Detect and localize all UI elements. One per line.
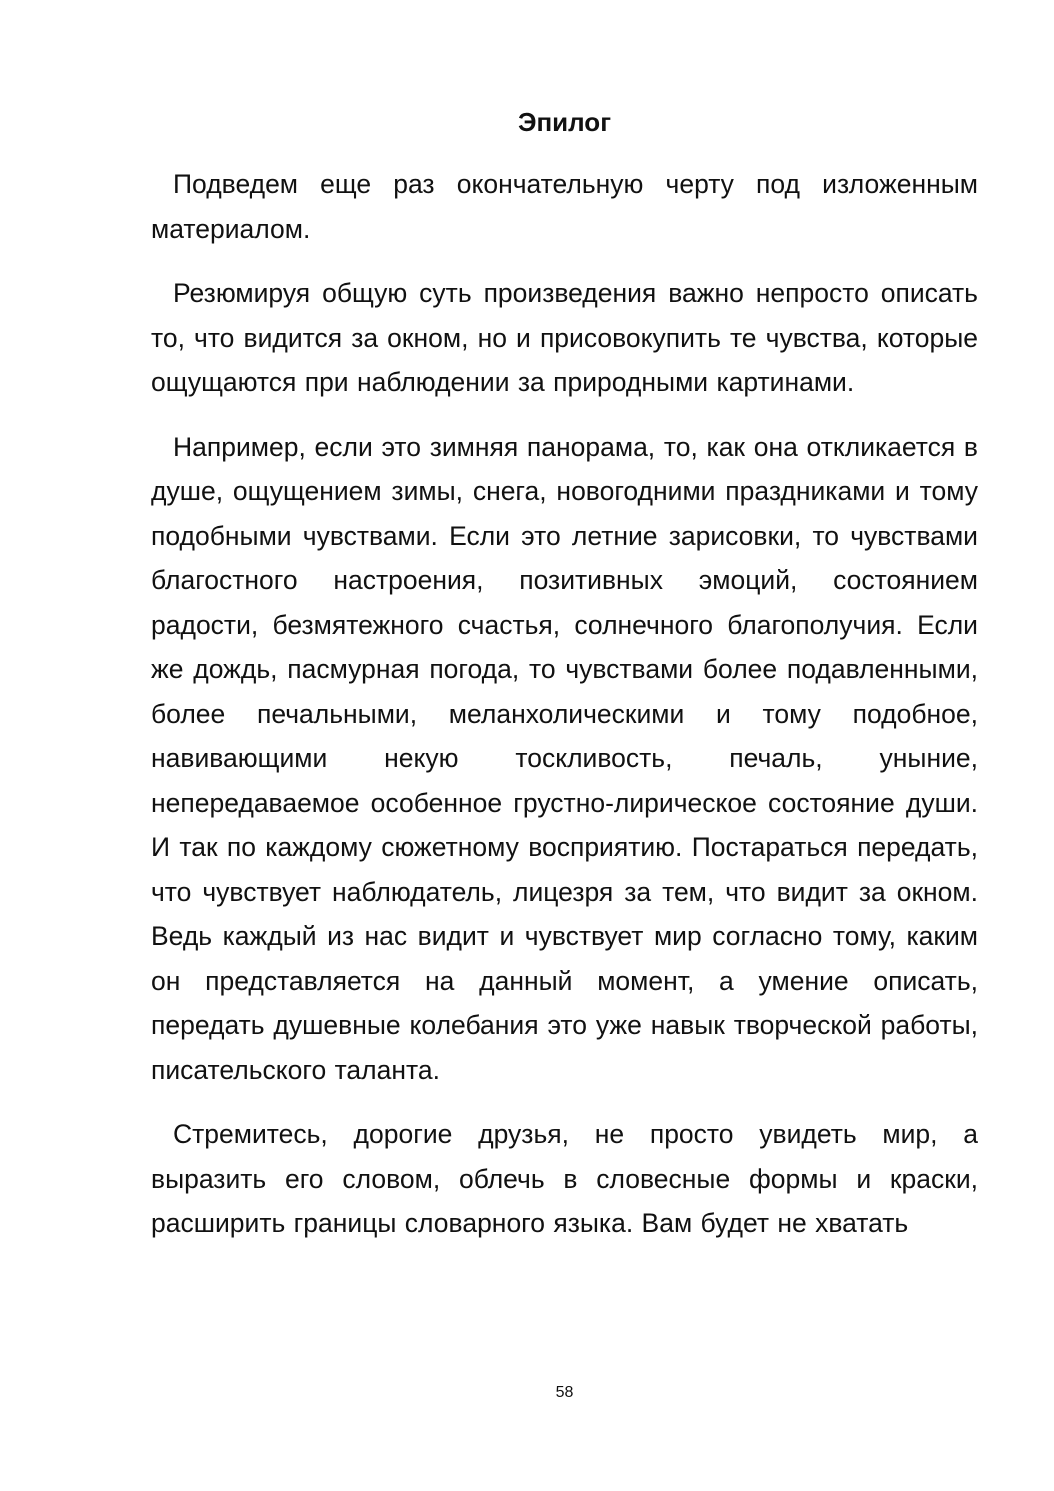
paragraph: Резюмируя общую суть произведения важно непросто описать то, что видится за окном, но и присовокупить те чувства, которые ощущаются при наблюдении за природными картинами. (151, 278, 978, 397)
document-page (151, 0, 978, 1491)
paragraph: Подведем еще раз окончательную черту под изложенным материалом. (151, 169, 978, 244)
page-number: 58 (555, 1384, 574, 1401)
body-text (151, 162, 978, 1266)
paragraph: Стремитесь, дорогие друзья, не просто увидеть мир, а выразить его словом, облечь в словесные формы и краски, расширить границы словарного языка. Вам будет не хватать (151, 1119, 978, 1238)
paragraph: Например, если это зимняя панорама, то, как она откликается в душе, ощущением зимы, снега, новогодними праздниками и тому подобными чувствами. Если это летние зарисовки, то чувствами благостного настроения, позитивных эмоций, состоянием радости, безмятежного счастья, солнечного благополучия. Если же дождь, пасмурная погода, то чувствами более подавленными, более печальными, меланхолическими и тому подобное, навивающими некую тоскливость, печаль, уныние, непередаваемое особенное грустно-лирическое состояние души. И так по каждому сюжетному восприятию. Постараться передать, что чувствует наблюдатель, лицезря за тем, что видит за окном. Ведь каждый из нас видит и чувствует мир согласно тому, каким он представляется на данный момент, а умение описать, передать душевные колебания это уже навык творческой работы, писательского таланта. (151, 431, 978, 1085)
chapter-title: Эпилог (517, 107, 612, 137)
